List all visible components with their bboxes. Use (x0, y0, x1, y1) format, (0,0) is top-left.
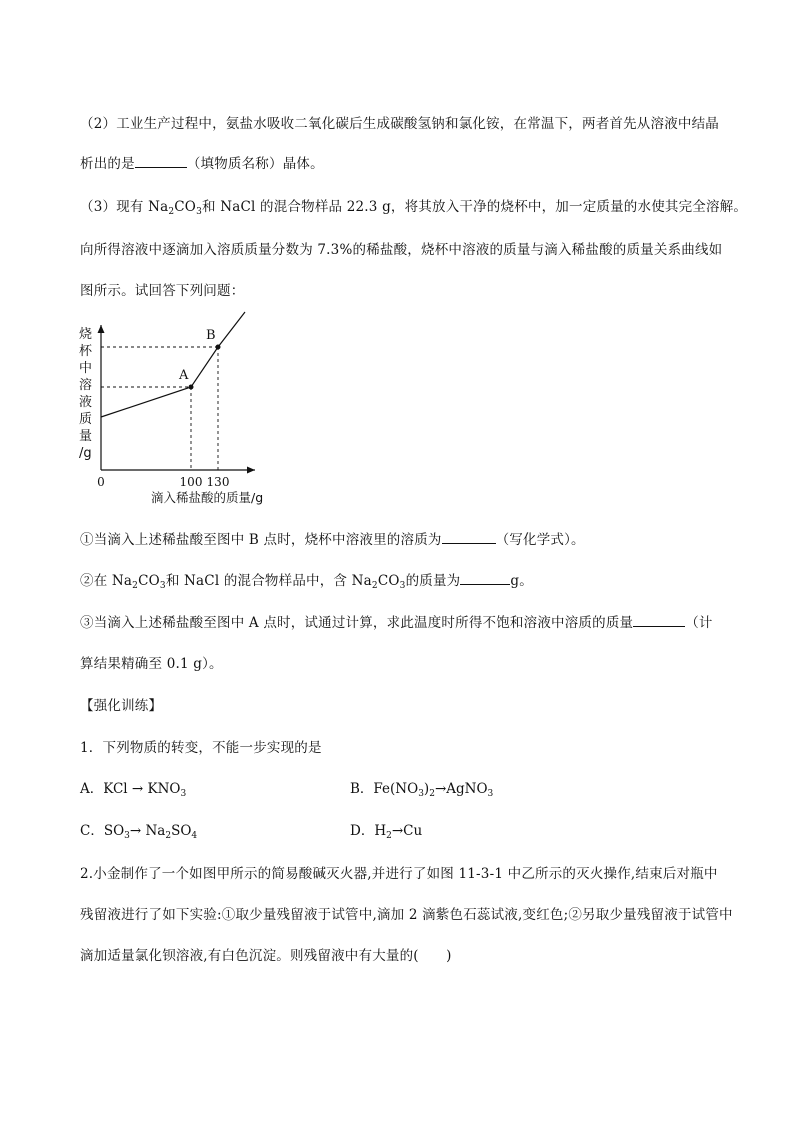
y-axis-label-char: 质 (79, 412, 93, 427)
x-axis-label: 滴入稀盐酸的质量/g (151, 490, 264, 505)
option-c[interactable] (80, 819, 197, 839)
text-run: A．KCl → KNO (80, 781, 181, 797)
x-tick-label-100: 100 (179, 475, 203, 489)
text-run: B．Fe(NO (350, 781, 419, 797)
text-run: C．SO (80, 823, 125, 839)
problem-2-text: 2.小金制作了一个如图甲所示的简易酸碱灭火器,并进行了如图 11-3-1 中乙所示的灭火操作,结束后对瓶中 (80, 866, 718, 882)
question-3-line2 (80, 652, 223, 672)
subscript: 3 (418, 789, 424, 799)
text-run: 和 NaCl 的混合物样品中，含 Na (165, 573, 372, 589)
subscript: 3 (180, 789, 187, 799)
point-label-A: A (179, 368, 189, 383)
subscript: 2 (386, 831, 392, 841)
text-run: →Cu (391, 823, 423, 839)
chart-svg (70, 320, 270, 510)
text-run: CO (377, 573, 400, 589)
para3-line2-text: 向所得溶液中逐滴加入溶质质量分数为 7.3%的稀盐酸，烧杯中溶液的质量与滴入稀盐酸的质量关系曲线如 (80, 242, 723, 258)
para2-line1-text: （2）工业生产过程中，氨盐水吸收二氧化碳后生成碳酸氢钠和氯化铵，在常温下，两者首先从溶液中结晶 (80, 116, 719, 132)
y-axis-label-char: 烧 (79, 327, 93, 342)
text-run: CO (174, 199, 197, 215)
data-point-A (189, 385, 194, 390)
para3-line1 (80, 195, 747, 215)
text-run: 和 NaCl 的混合物样品 22.3 g，将其放入干净的烧杯中，加一定质量的水使其完全溶解。 (202, 199, 748, 215)
para3-line3 (80, 279, 244, 299)
para2-line2-post: （填物质名称）晶体。 (186, 156, 324, 172)
subscript: 3 (487, 789, 494, 799)
text-run: 的质量为 (405, 573, 461, 589)
mass-curve-chart (70, 320, 270, 510)
text-run: D．H (350, 823, 387, 839)
q3-line2-text: 算结果精确至 0.1 g）。 (80, 656, 223, 672)
text-run: CO (138, 573, 160, 589)
y-axis-label-char: 量 (79, 429, 93, 444)
point-label-B: B (206, 328, 216, 343)
subscript: 3 (399, 581, 406, 591)
question-3 (80, 611, 713, 631)
option-d[interactable] (350, 819, 422, 839)
subscript: 2 (165, 831, 172, 841)
data-series-line (101, 312, 245, 417)
x-axis-arrow (247, 467, 255, 474)
text-run: ) (423, 781, 430, 797)
problem-2-line3 (80, 944, 452, 964)
problem-1-text: 1．下列物质的转变，不能一步实现的是 (80, 740, 322, 756)
y-axis-label-char: 溶 (79, 378, 93, 393)
question-1 (80, 528, 585, 548)
subscript: 4 (191, 831, 198, 841)
x-tick-label-130: 130 (206, 475, 230, 489)
y-axis-label-char: /g (79, 446, 92, 461)
subscript: 2 (371, 581, 378, 591)
text-run: → Na (129, 823, 166, 839)
q1-text: ①当滴入上述稀盐酸至图中 B 点时，烧杯中溶液里的溶质为 (80, 532, 442, 548)
subscript: 3 (159, 581, 166, 591)
para3-line2 (80, 238, 722, 258)
q1-post: （写化学式）。 (495, 532, 585, 548)
para3-line3-text: 图所示。试回答下列问题： (80, 283, 245, 299)
text-run: （3）现有 Na (80, 199, 169, 215)
text-run: ②在 Na (80, 573, 133, 589)
para2-line2-pre: 析出的是 (80, 156, 135, 172)
para2-line1 (80, 112, 719, 132)
y-axis-label-char: 中 (79, 361, 93, 376)
y-axis-label-char: 液 (79, 395, 93, 410)
answer-blank-q2[interactable] (460, 572, 510, 585)
section-title (80, 694, 162, 714)
problem-2-line2 (80, 903, 733, 923)
text-run: SO (171, 823, 192, 839)
x-tick-label-0: 0 (97, 475, 105, 489)
q3-text: ③当滴入上述稀盐酸至图中 A 点时，试通过计算，求此温度时所得不饱和溶液中溶质的质量 (80, 615, 634, 631)
answer-blank-crystal[interactable] (135, 155, 187, 168)
problem-1-stem (80, 736, 322, 756)
text-run: g。 (510, 573, 533, 589)
question-2 (80, 569, 533, 589)
data-point-B (216, 345, 221, 350)
subscript: 3 (196, 207, 203, 217)
problem-2-text: 滴加适量氯化钡溶液,有白色沉淀。则残留液中有大量的( ) (80, 948, 452, 964)
subscript: 3 (124, 831, 130, 841)
answer-blank-q1[interactable] (442, 531, 496, 544)
answer-blank-q3[interactable] (633, 614, 685, 627)
para2-line2 (80, 152, 324, 172)
problem-2-text: 残留液进行了如下实验:①取少量残留液于试管中,滴加 2 滴紫色石蕊试液,变红色;②另取少量残留液于试管中 (80, 907, 733, 923)
q3-post: （计 (685, 615, 713, 631)
subscript: 2 (429, 789, 435, 799)
section-title-text: 【强化训练】 (80, 698, 163, 714)
option-a[interactable] (80, 777, 186, 797)
subscript: 2 (168, 207, 175, 217)
subscript: 2 (132, 581, 139, 591)
problem-2-line1 (80, 862, 718, 882)
text-run: →AgNO (434, 781, 488, 797)
y-axis-arrow (98, 325, 105, 333)
y-axis-label-char: 杯 (79, 344, 93, 359)
option-b[interactable] (350, 777, 493, 797)
